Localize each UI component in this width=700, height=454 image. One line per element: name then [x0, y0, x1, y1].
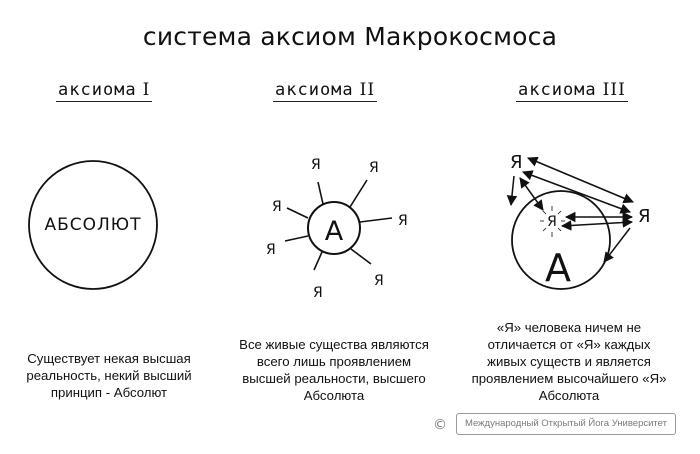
axiom-3-label: аксиома [518, 80, 597, 100]
caption-line: отличается от «Я» каждых [487, 337, 651, 352]
axiom-1-numeral: I [142, 80, 151, 100]
caption-line: всего лишь проявлением [256, 354, 412, 369]
self-label: Я [311, 157, 321, 173]
caption-line: принцип - Абсолют [50, 385, 168, 400]
axiom-2-numeral: II [359, 80, 376, 100]
caption-line: Существует некая высшая [27, 351, 191, 366]
copyright-symbol: © [433, 417, 447, 433]
caption-line: Абсолюта [303, 388, 365, 403]
caption-line: высшей реальности, высшего [242, 371, 426, 386]
axiom-2-caption [228, 336, 440, 404]
self-label: Я [313, 285, 323, 301]
credit-badge: Международный Открытый Йога Университет [456, 413, 676, 435]
caption-line: «Я» человека ничем не [496, 320, 642, 335]
self-label: Я [398, 213, 408, 229]
absolute-center-label-3: А [545, 246, 571, 290]
axiom-3-caption [460, 319, 678, 404]
axiom-3-figure [510, 152, 651, 290]
central-self-label: Я [547, 214, 557, 230]
axiom-1-caption [14, 350, 204, 401]
self-label-top: Я [510, 152, 523, 173]
caption-line: Все живые существа являются [239, 337, 429, 352]
axiom-2-figure [266, 157, 408, 301]
absolute-label: АБСОЛЮТ [44, 215, 142, 235]
diagram-title: система аксиом Макрокосмоса [142, 22, 558, 51]
caption-line: реальность, некий высший [26, 368, 192, 383]
caption-line: Абсолюта [538, 388, 600, 403]
self-label: Я [369, 160, 379, 176]
self-label: Я [266, 242, 276, 258]
axiom-1-figure [29, 161, 157, 289]
relation-arrows [511, 158, 633, 262]
self-label-right: Я [638, 206, 651, 227]
axiom-2-label: аксиома [275, 80, 354, 100]
absolute-center-label: А [324, 216, 344, 247]
caption-line: живых существ и является [487, 354, 651, 369]
axiom-1-label: аксиома [58, 80, 137, 100]
self-label: Я [374, 273, 384, 289]
self-label: Я [272, 199, 282, 215]
caption-line: проявлением высочайшего «Я» [471, 371, 667, 386]
axiom-3-numeral: III [602, 80, 626, 100]
